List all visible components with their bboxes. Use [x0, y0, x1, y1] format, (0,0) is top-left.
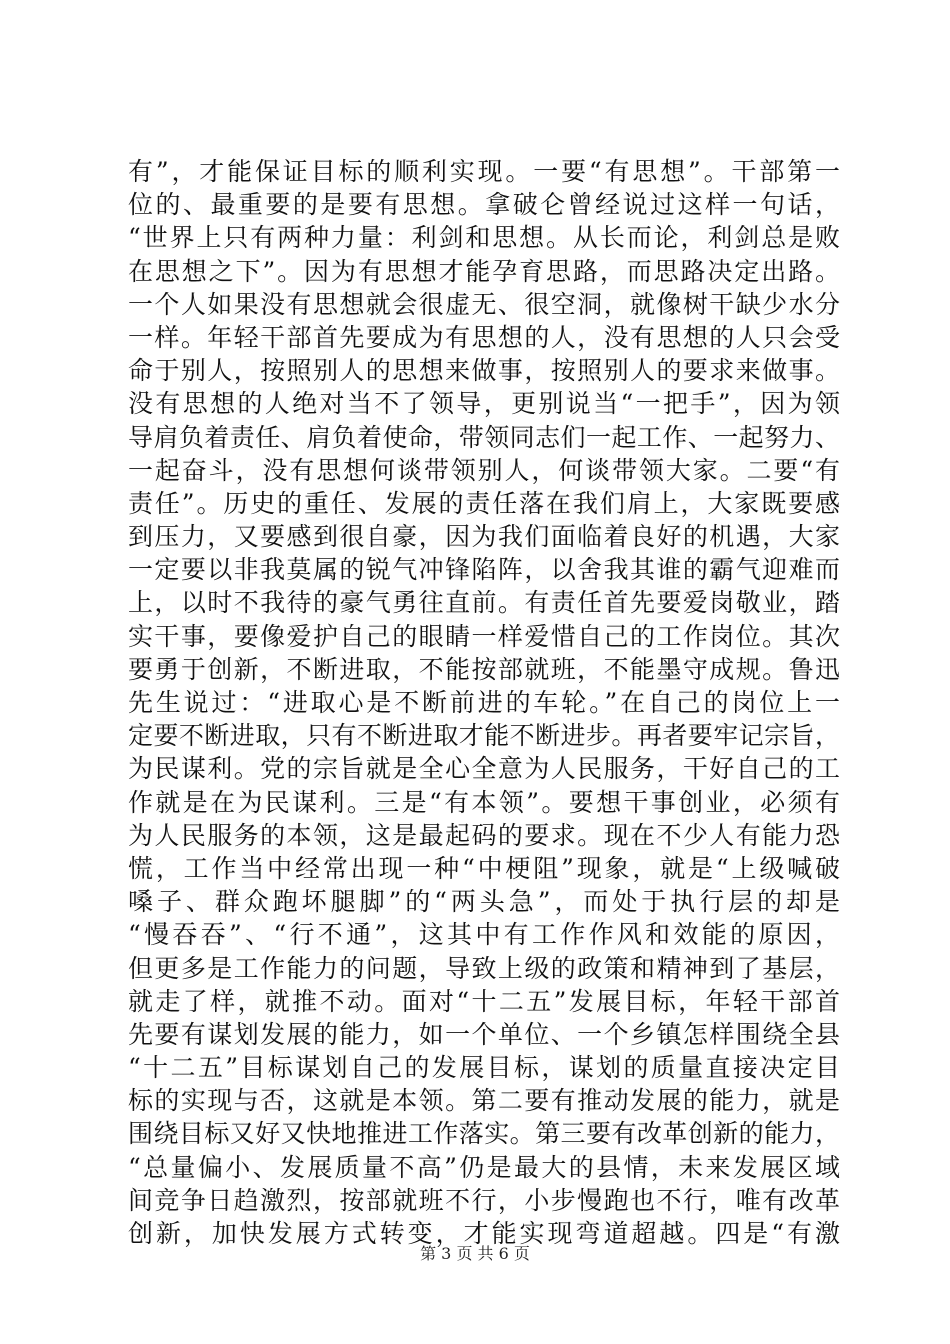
text-line: 上，以时不我待的豪气勇往直前。有责任首先要爱岗敬业，踏 [128, 588, 840, 618]
text-line: “慢吞吞”、“行不通”，这其中有工作作风和效能的原因， [128, 920, 840, 950]
text-line: 没有思想的人绝对当不了领导，更别说当“一把手”，因为领 [128, 389, 840, 419]
text-line: 在思想之下”。因为有思想才能孕育思路，而思路决定出路。 [128, 256, 840, 286]
text-line: 就走了样，就推不动。面对“十二五”发展目标，年轻干部首 [128, 986, 840, 1016]
text-line: 先生说过：“进取心是不断前进的车轮。”在自己的岗位上一 [128, 688, 840, 717]
text-line: 慌，工作当中经常出现一种“中梗阻”现象，就是“上级喊破 [128, 853, 840, 883]
text-line: 有”，才能保证目标的顺利实现。一要“有思想”。干部第一 [128, 157, 840, 186]
text-line: 一定要以非我莫属的锐气冲锋陷阵，以舍我其谁的霸气迎难而 [128, 555, 840, 585]
body-text [128, 155, 840, 1250]
text-line: 导肩负着责任、肩负着使命，带领同志们一起工作、一起努力、 [128, 422, 840, 452]
text-line: 一起奋斗，没有思想何谈带领别人，何谈带领大家。二要“有 [128, 455, 840, 485]
text-line: “总量偏小、发展质量不高”仍是最大的县情，未来发展区域 [128, 1152, 840, 1182]
page-number-footer: 第 3 页 共 6 页 [420, 1244, 530, 1263]
text-line: 标的实现与否，这就是本领。第二要有推动发展的能力，就是 [128, 1086, 840, 1116]
text-line: 间竞争日趋激烈，按部就班不行，小步慢跑也不行，唯有改革 [128, 1185, 840, 1215]
text-line: 实干事，要像爱护自己的眼睛一样爱惜自己的工作岗位。其次 [128, 621, 840, 651]
text-line: 嗓子、群众跑坏腿脚”的“两头急”，而处于执行层的却是 [128, 887, 840, 917]
text-line: 但更多是工作能力的问题，导致上级的政策和精神到了基层， [128, 953, 840, 983]
text-line: 责任”。历史的重任、发展的责任落在我们肩上，大家既要感 [128, 488, 840, 518]
text-line: 创新，加快发展方式转变，才能实现弯道超越。四是“有激 [128, 1219, 840, 1248]
text-line: 位的、最重要的是要有思想。拿破仑曾经说过这样一句话， [128, 190, 840, 220]
text-line: 为人民服务的本领，这是最起码的要求。现在不少人有能力恐 [128, 820, 840, 850]
text-line: 一样。年轻干部首先要成为有思想的人，没有思想的人只会受 [128, 322, 840, 352]
text-line: 为民谋利。党的宗旨就是全心全意为人民服务，干好自己的工 [128, 754, 840, 784]
text-line: 先要有谋划发展的能力，如一个单位、一个乡镇怎样围绕全县 [128, 1019, 840, 1049]
text-line: “世界上只有两种力量：利剑和思想。从长而论，利剑总是败 [128, 223, 840, 253]
text-line: “十二五”目标谋划自己的发展目标，谋划的质量直接决定目 [128, 1053, 840, 1083]
text-line: 命于别人，按照别人的思想来做事，按照别人的要求来做事。 [128, 356, 840, 386]
text-line: 要勇于创新，不断进取，不能按部就班，不能墨守成规。鲁迅 [128, 654, 840, 684]
text-line: 一个人如果没有思想就会很虚无、很空洞，就像树干缺少水分 [128, 289, 840, 319]
text-line: 定要不断进取，只有不断进取才能不断进步。再者要牢记宗旨， [128, 721, 840, 751]
text-line: 作就是在为民谋利。三是“有本领”。要想干事创业，必须有 [128, 787, 840, 817]
text-line: 到压力，又要感到很自豪，因为我们面临着良好的机遇，大家 [128, 522, 840, 552]
text-line: 围绕目标又好又快地推进工作落实。第三要有改革创新的能力， [128, 1119, 840, 1149]
